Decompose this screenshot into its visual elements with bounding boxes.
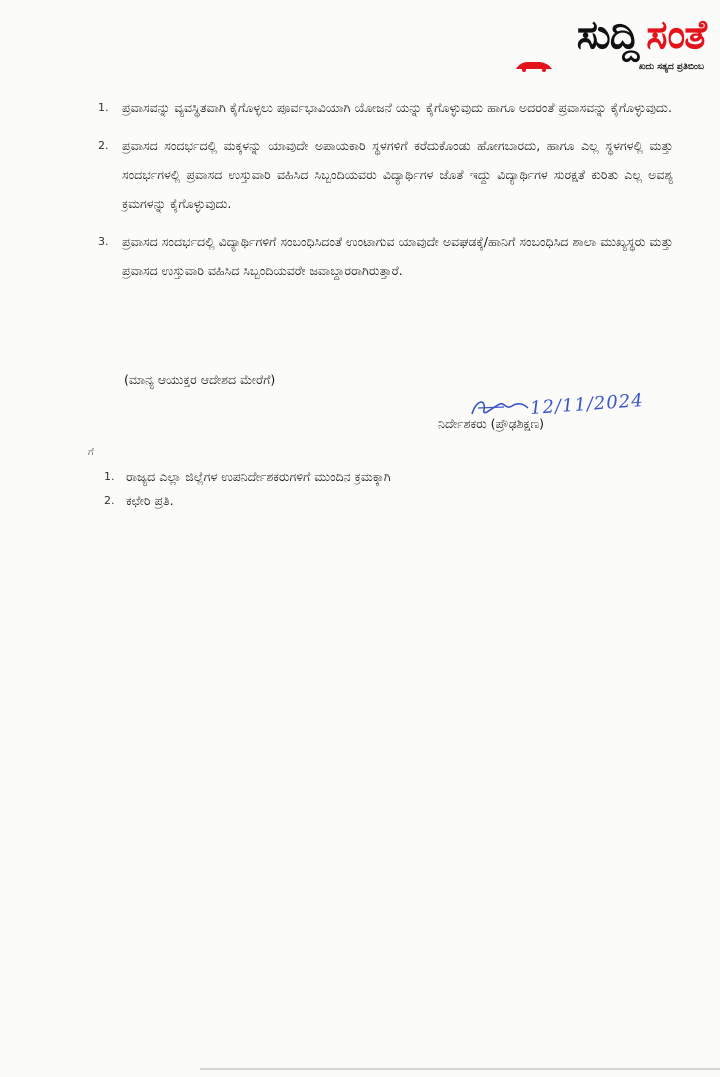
item-text: ಪ್ರವಾಸದ ಸಂದರ್ಭದಲ್ಲಿ ಮಕ್ಕಳನ್ನು ಯಾವುದೇ ಅಪಾಯಕಾರಿ ಸ್ಥಳಗಳಿಗೆ ಕರೆದುಕೊಂಡು ಹೋಗಬಾರದು, ಹಾಗೂ ಎಲ್ಲ ಸ್ಥಳಗಳಲ್ಲಿ ಮತ್ತು ಸಂದರ್ಭಗಳಲ್ಲಿ ಪ್ರವಾಸದ ಉಸ್ತುವಾರಿ ವಹಿಸಿದ ಸಿಬ್ಬಂದಿಯವರು ವಿದ್ಯಾರ್ಥಿಗಳ ಜೊತೆ ಇದ್ದು ವಿದ್ಯಾರ್ಥಿಗಳ ಸುರಕ್ಷತೆ ಕುರಿತು ಎಲ್ಲ ಅವಶ್ಯ ಕ್ರಮಗಳನ್ನು ಕೈಗೊಳ್ಳುವುದು. bbox=[122, 138, 673, 211]
logo-word-accent: ಸಂತೆ bbox=[646, 12, 706, 58]
logo-word-primary: ಸುದ್ದಿ bbox=[576, 12, 639, 58]
signatory-title: ನಿರ್ದೇಶಕರು (ಪ್ರೌಢಶಿಕ್ಷಣ) bbox=[438, 416, 545, 431]
recipients-list bbox=[104, 465, 391, 513]
item-text: ಪ್ರವಾಸದ ಸಂದರ್ಭದಲ್ಲಿ ವಿದ್ಯಾರ್ಥಿಗಳಿಗೆ ಸಂಬಂಧಿಸಿದಂತೆ ಉಂಟಾಗುವ ಯಾವುದೇ ಅವಘಡಕ್ಕೆ/ಹಾನಿಗೆ ಸಂಬಂಧಿಸಿದ ಶಾಲಾ ಮುಖ್ಯಸ್ಥರು ಮತ್ತು ಪ್ರವಾಸದ ಉಸ್ತುವಾರಿ ವಹಿಸಿದ ಸಿಬ್ಬಂದಿಯವರೇ ಜವಾಬ್ದಾರರಾಗಿರುತ್ತಾರೆ. bbox=[122, 234, 673, 278]
item-text: ಪ್ರವಾಸವನ್ನು ವ್ಯವಸ್ಥಿತವಾಗಿ ಕೈಗೊಳ್ಳಲು ಪೂರ್ವಭಾವಿಯಾಗಿ ಯೋಜನೆ ಯನ್ನು ಕೈಗೊಳ್ಳುವುದು ಹಾಗೂ ಅದರಂತೆ ಪ್ರವಾಸವನ್ನು ಕೈಗೊಳ್ಳುವುದು. bbox=[122, 100, 672, 115]
list-item bbox=[98, 131, 673, 218]
item-number: 1. bbox=[104, 470, 115, 483]
item-number: 2. bbox=[98, 139, 109, 152]
recipients-marker: ಗೆ bbox=[88, 447, 94, 458]
list-item bbox=[98, 227, 673, 285]
car-icon bbox=[514, 58, 554, 72]
list-item bbox=[98, 93, 673, 122]
list-item bbox=[104, 489, 391, 513]
scan-edge-divider bbox=[200, 1068, 720, 1070]
item-text: ಕಛೇರಿ ಪ್ರತಿ. bbox=[126, 493, 174, 508]
order-reference: (ಮಾನ್ಯ ಆಯುಕ್ತರ ಆದೇಶದ ಮೇರೆಗೆ) bbox=[124, 372, 276, 387]
instruction-list bbox=[98, 93, 673, 294]
item-number: 3. bbox=[98, 235, 109, 248]
logo-tagline: ಖದು ಸತ್ಯದ ಪ್ರತಿಬಿಂಬ bbox=[638, 62, 704, 72]
brand-logo bbox=[506, 12, 706, 74]
list-item bbox=[104, 465, 391, 489]
logo-wordmark bbox=[577, 12, 706, 58]
item-number: 1. bbox=[98, 101, 109, 114]
item-number: 2. bbox=[104, 494, 115, 507]
signature-date: 12/11/2024 bbox=[529, 390, 645, 419]
item-text: ರಾಜ್ಯದ ಎಲ್ಲಾ ಜಿಲ್ಲೆಗಳ ಉಪನಿರ್ದೇಶಕರುಗಳಿಗೆ ಮುಂದಿನ ಕ್ರಮಕ್ಕಾಗಿ bbox=[126, 469, 391, 484]
